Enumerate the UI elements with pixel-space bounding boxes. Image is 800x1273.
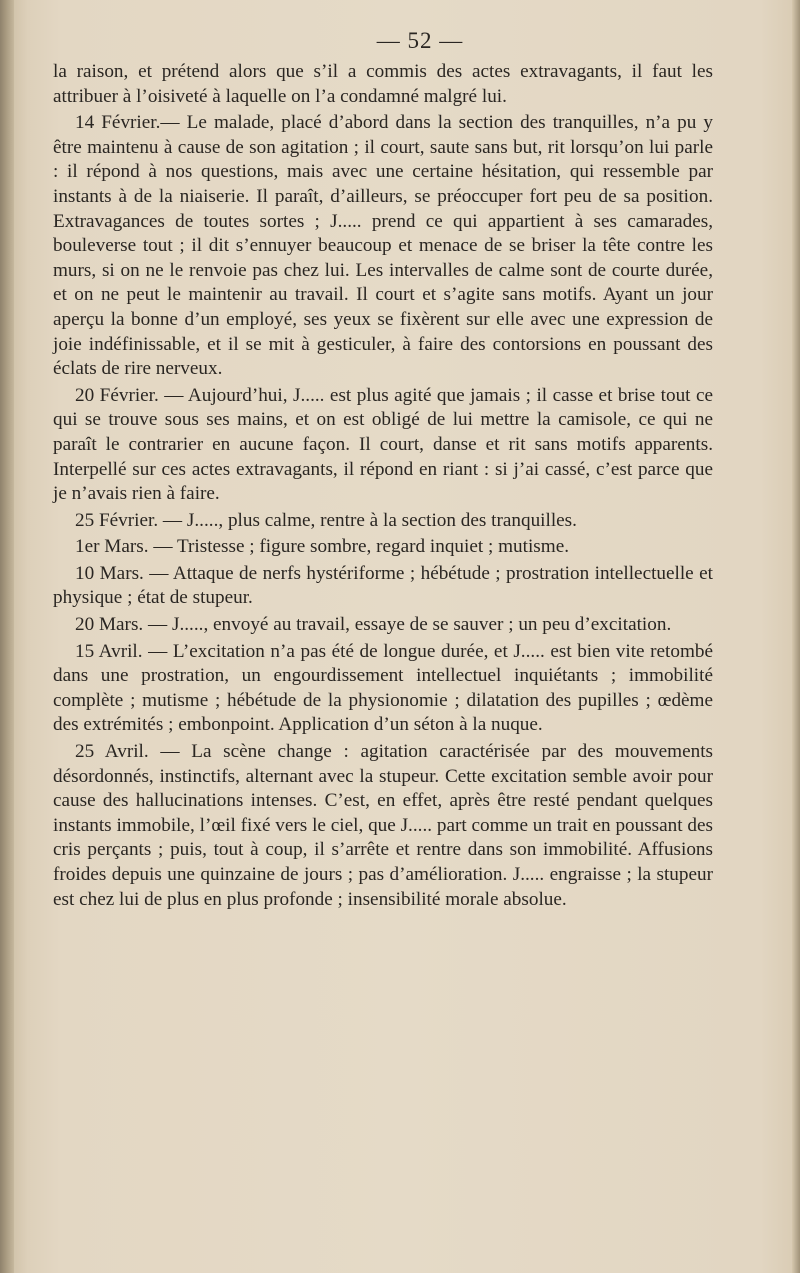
paragraph-15-avril: 15 Avril. — L’excitation n’a pas été de longue durée, et J..... est bien vite retombé dans une prostration, un engourdissement intellectuel inquiétants ; immobilité complète ; mutisme ; hébétude de la physionomie ; dilatation des pupilles ; œdème des extrémités ; embonpoint. Application d’un séton à la nuque. bbox=[53, 640, 713, 736]
paragraph-25-avril: 25 Avril. — La scène change : agitation caractérisée par des mouvements désordonnés, instinctifs, alternant avec la stupeur. Cette excitation semble avoir pour cause des hallucinations intenses. C’est, en effet, après être resté pendant quelques instants immobile, l’œil fixé vers le ciel, que J..... part comme un trait en poussant des cris perçants ; puis, tout à coup, il s’arrête et rentre dans son immobilité. Affusions froides depuis une quinzaine de jours ; pas d’amélioration. J..... engraisse ; la stupeur est chez lui de plus en plus profonde ; insensibilité morale absolue. bbox=[53, 741, 713, 910]
page-number: — 52 — bbox=[376, 28, 464, 53]
paragraph-1er-mars: 1er Mars. — Tristesse ; figure sombre, regard inquiet ; mutisme. bbox=[75, 536, 570, 558]
paragraph-20-mars: 20 Mars. — J....., envoyé au travail, essaye de se sauver ; un peu d’excitation. bbox=[75, 614, 672, 636]
paragraph-25-fevrier: 25 Février. — J....., plus calme, rentre à la section des tranquilles. bbox=[75, 509, 577, 531]
page-binding-shadow bbox=[0, 0, 14, 1273]
paragraph-14-fevrier: 14 Février.— Le malade, placé d’abord dans la section des tranquilles, n’a pu y être maintenu à cause de son agitation ; il court, saute sans but, rit lorsqu’on lui parle : il répond à nos questions, mais avec une certaine hésitation, qui ressemble par instants à de la niaiserie. Il paraît, d’ailleurs, se préoccuper fort peu de sa position. Extravagances de toutes sortes ; J..... prend ce qui appartient à ses camarades, bouleverse tout ; il dit s’ennuyer beaucoup et menace de se briser la tête contre les murs, si on ne le renvoie pas chez lui. Les intervalles de calme sont de courte durée, et on ne peut le maintenir au travail. Il court et s’agite sans motifs. Ayant un jour aperçu la bonne d’un employé, ses yeux se fixèrent sur elle avec une expression de joie indéfinissable, et il se mit à gesticuler, à faire des contorsions en poussant des éclats de rire nerveux. bbox=[53, 112, 713, 380]
page-text bbox=[53, 60, 713, 912]
page-edge bbox=[792, 0, 800, 1273]
paragraph-continuation: la raison, et prétend alors que s’il a commis des actes extravagants, il faut les attribuer à l’oisiveté à laquelle on l’a condamné malgré lui. bbox=[53, 61, 713, 107]
paragraph-20-fevrier: 20 Février. — Aujourd’hui, J..... est plus agité que jamais ; il casse et brise tout ce qui se trouve sous ses mains, et on est obligé de lui mettre la camisole, ce qui ne paraît le contrarier en aucune façon. Il court, danse et rit sans motifs apparents. Interpellé sur ces actes extravagants, il répond en riant : si j’ai cassé, c’est parce que je n’avais rien à faire. bbox=[53, 384, 713, 505]
paragraph-10-mars: 10 Mars. — Attaque de nerfs hystériforme ; hébétude ; prostration intellectuelle et physique ; état de stupeur. bbox=[53, 562, 713, 609]
